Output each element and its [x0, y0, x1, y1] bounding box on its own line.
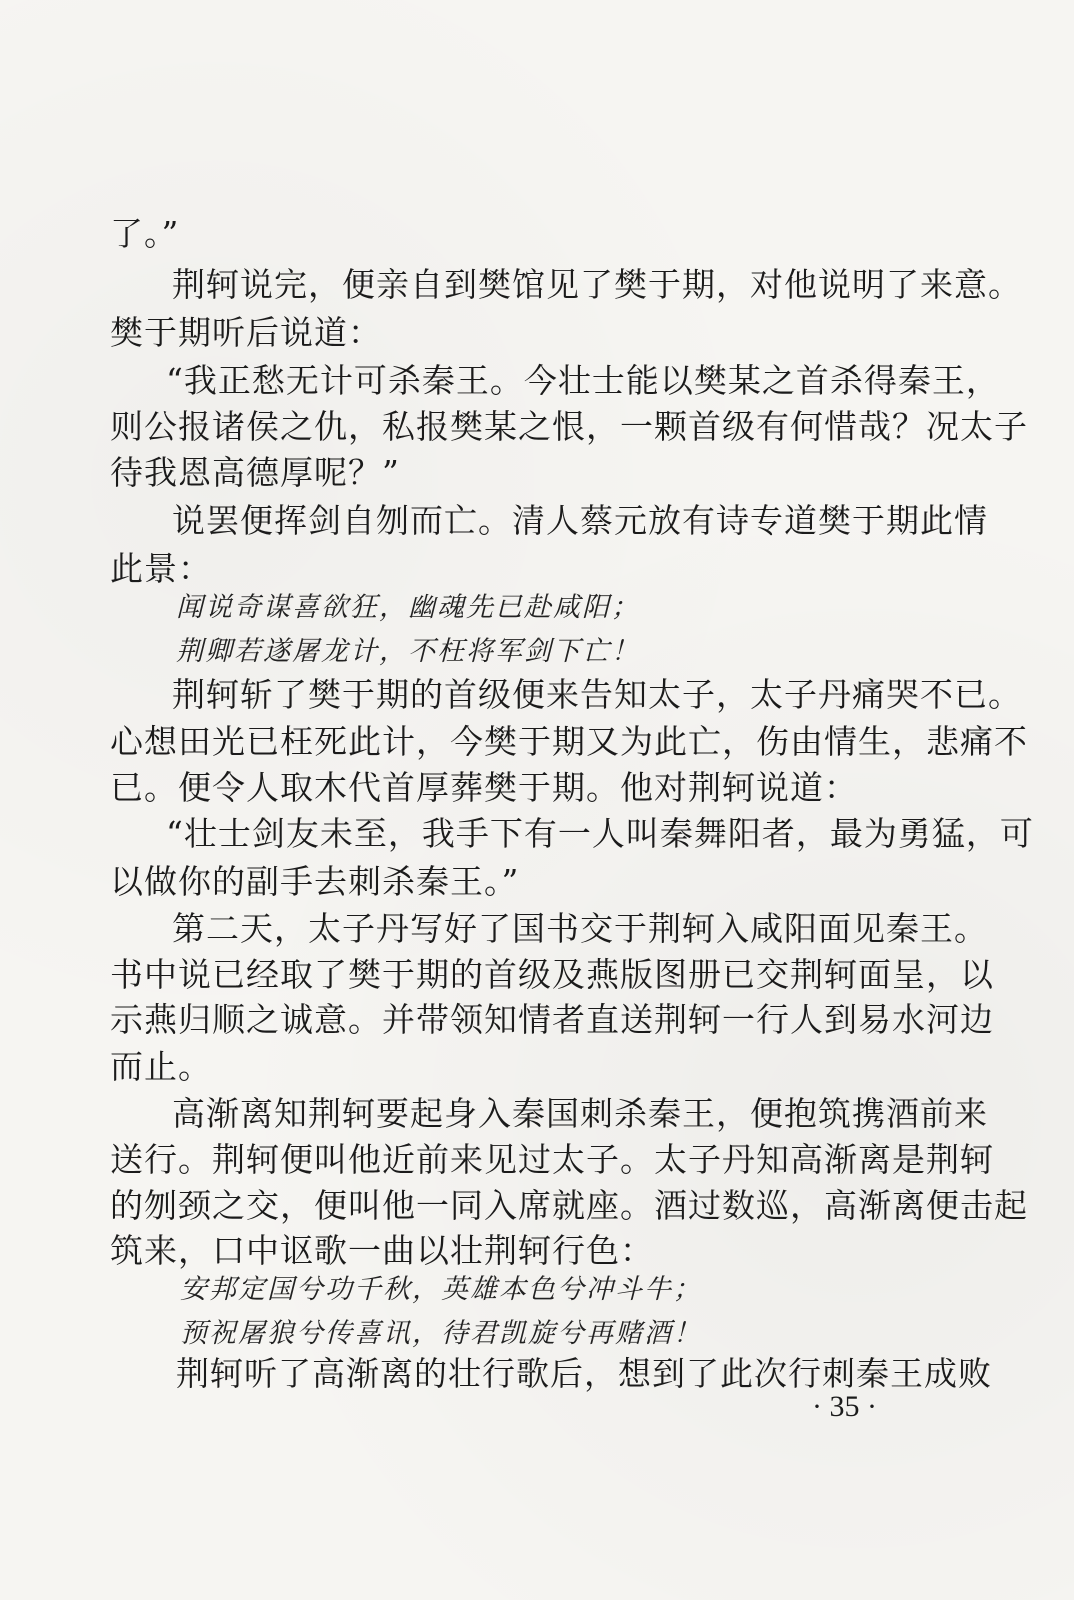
text-line: 待我恩高德厚呢？” [110, 453, 400, 492]
poem-line: 闻说奇谋喜欲狂，幽魂先已赴咸阳； [176, 592, 640, 623]
text-line: 第二天，太子丹写好了国书交于荆轲入咸阳面见秦王。 [172, 909, 988, 948]
text-line: 樊于期听后说道： [110, 313, 382, 352]
text-line: 书中说已经取了樊于期的首级及燕版图册已交荆轲面呈，以 [110, 955, 994, 994]
text-line: 的刎颈之交，便叫他一同入席就座。酒过数巡，高渐离便击起 [110, 1186, 1028, 1225]
poem-line: 荆卿若遂屠龙计，不枉将军剑下亡！ [176, 636, 640, 667]
text-line: 则公报诸侯之仇，私报樊某之恨，一颗首级有何惜哉？况太子 [110, 407, 1028, 446]
text-line: 以做你的副手去刺杀秦王。” [110, 862, 520, 901]
text-line: 筑来，口中讴歌一曲以壮荆轲行色： [110, 1231, 654, 1270]
text-line: 此景： [110, 549, 212, 588]
text-line: 送行。荆轲便叫他近前来见过太子。太子丹知高渐离是荆轲 [110, 1140, 994, 1179]
poem-line: 预祝屠狼兮传喜讯，待君凯旋兮再赌酒！ [180, 1318, 702, 1349]
text-line: 示燕归顺之诚意。并带领知情者直送荆轲一行人到易水河边 [110, 1000, 994, 1039]
text-line: 已。便令人取木代首厚葬樊于期。他对荆轲说道： [110, 768, 858, 807]
poem-line: 安邦定国兮功千秋，英雄本色兮冲斗牛； [180, 1274, 702, 1305]
text-line: 高渐离知荆轲要起身入秦国刺杀秦王，便抱筑携酒前来 [172, 1094, 988, 1133]
text-line: 心想田光已枉死此计，今樊于期又为此亡，伤由情生，悲痛不 [110, 722, 1028, 761]
text-line: “壮士剑友未至，我手下有一人叫秦舞阳者，最为勇猛，可 [166, 814, 1034, 853]
text-line: 荆轲斩了樊于期的首级便来告知太子，太子丹痛哭不已。 [172, 675, 1022, 714]
page-number: · 35 · [812, 1390, 877, 1423]
text-line: 了。” [110, 214, 180, 253]
text-line: 荆轲说完，便亲自到樊馆见了樊于期，对他说明了来意。 [172, 265, 1022, 304]
text-line: “我正愁无计可杀秦王。今壮士能以樊某之首杀得秦王， [166, 361, 1000, 400]
text-line: 荆轲听了高渐离的壮行歌后，想到了此次行刺秦王成败 [176, 1354, 992, 1393]
text-line: 说罢便挥剑自刎而亡。清人蔡元放有诗专道樊于期此情 [172, 501, 988, 540]
text-line: 而止。 [110, 1047, 212, 1086]
